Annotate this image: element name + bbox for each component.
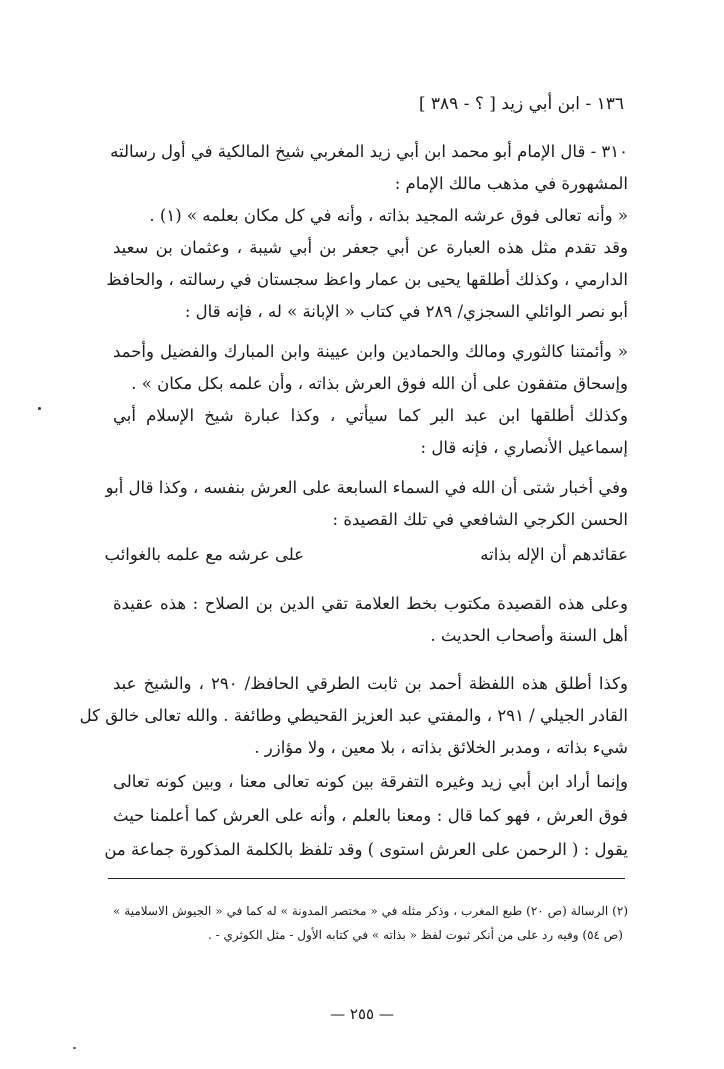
verse-first-hemistich: عقائدهم أن الإله بذاته xyxy=(480,545,628,564)
verse-second-hemistich: على عرشه مع علمه بالغوائب xyxy=(104,545,304,564)
text-line: وقد تقدم مثل هذه العبارة عن أبي جعفر بن أبي شيبة ، وعثمان بن سعيد xyxy=(113,238,628,257)
footnote-line: (٢) الرسالة (ص ٢٠) طبع المغرب ، وذكر مثله في « مختصر المدونة » له كما في « الجيوش الاسلامية » xyxy=(113,904,628,918)
page-number: — ٢٥٥ — xyxy=(330,1005,394,1023)
text-line: يقول : ( الرحمن على العرش استوى ) وقد تلفظ بالكلمة المذكورة جماعة من xyxy=(104,840,628,859)
text-line: الحسن الكرجي الشافعي في تلك القصيدة : xyxy=(332,510,628,529)
text-line: وإنما أراد ابن أبي زيد وغيره التفرقة بين كونه تعالى معنا ، وبين كونه تعالى xyxy=(113,772,628,791)
section-heading: ١٣٦ - ابن أبي زيد [ ؟ - ٣٨٩ ] xyxy=(418,94,624,114)
footnote-line: (ص ٥٤) وفيه رد على من أنكر ثبوت لفظ « بذاته » في كتابه الأول - مثل الكوثري - . xyxy=(207,928,623,942)
text-line: أهل السنة وأصحاب الحديث . xyxy=(430,626,628,645)
margin-mark xyxy=(38,407,41,410)
text-line: ٣١٠ - قال الإمام أبو محمد ابن أبي زيد المغربي شيخ المالكية في أول رسالته xyxy=(110,142,628,161)
quote-line: « وأئمتنا كالثوري ومالك والحمادين وابن عيينة وابن المبارك والفضيل وأحمد xyxy=(113,342,628,361)
footnote-divider xyxy=(108,878,625,879)
text-line: القادر الجيلي / ٢٩١ ، والمفتي عبد العزيز القحيطي وطائفة . والله تعالى خالق كل xyxy=(79,706,628,725)
quote-line: وإسحاق متفقون على أن الله فوق العرش بذاته ، وأن علمه بكل مكان » . xyxy=(131,374,628,393)
text-line: وعلى هذه القصيدة مكتوب بخط العلامة تقي الدين بن الصلاح : هذه عقيدة xyxy=(113,594,628,613)
text-line: وفي أخبار شتى أن الله في السماء السابعة على العرش بنفسه ، وكذا قال أبو xyxy=(105,478,628,497)
text-line: الدارمي ، وكذلك أطلقها يحيى بن عمار واعظ سجستان في رسالته ، والحافظ xyxy=(106,270,628,289)
text-line: فوق العرش ، فهو كما قال : ومعنا بالعلم ، وأنه على العرش كما أعلمنا حيث xyxy=(113,806,628,825)
text-line: شيء بذاته ، ومدبر الخلائق بذاته ، بلا معين ، ولا مؤازر . xyxy=(254,738,628,757)
quote-line: « وأنه تعالى فوق عرشه المجيد بذاته ، وأنه في كل مكان بعلمه » (١) . xyxy=(149,206,628,225)
text-line: وكذلك أطلقها ابن عبد البر كما سيأتي ، وكذا عبارة شيخ الإسلام أبي xyxy=(113,406,628,425)
text-line: إسماعيل الأنصاري ، فإنه قال : xyxy=(420,438,628,457)
text-line: المشهورة في مذهب مالك الإمام : xyxy=(394,174,628,193)
margin-mark xyxy=(73,1047,76,1049)
text-line: أبو نصر الوائلي السجزي/ ٢٨٩ في كتاب « الإبانة » له ، فإنه قال : xyxy=(184,302,628,321)
text-line: وكذا أطلق هذه اللفظة أحمد بن ثابت الطرقي الحافظ/ ٢٩٠ ، والشيخ عبد xyxy=(113,674,628,693)
